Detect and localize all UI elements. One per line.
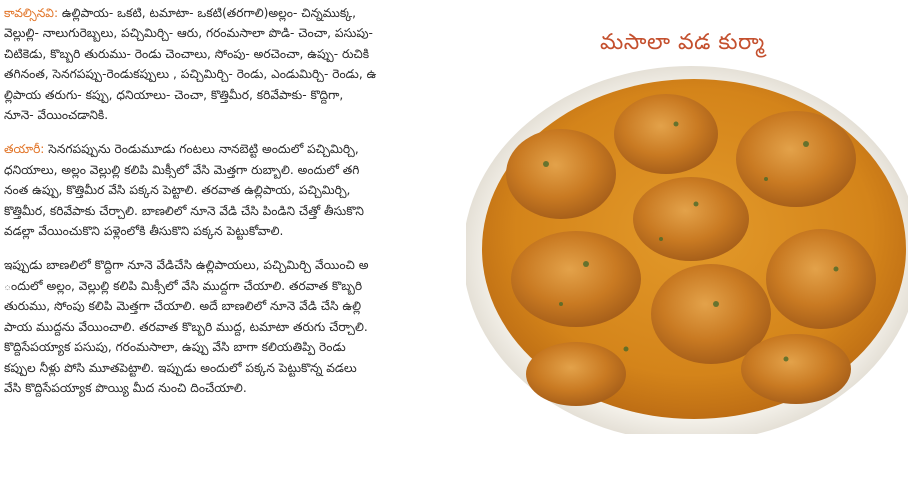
method-line: ఇప్పుడు బాణలిలో కొద్దిగా నూనె వేడిచేసి ఉల్లిపాయలు, పచ్చిమిర్చి వేయించి అ <box>4 258 369 273</box>
vada-pieces <box>506 94 876 406</box>
ingredients-section <box>4 3 444 125</box>
method-section <box>4 139 444 241</box>
ingredients-line: ల్లిపాయ తరుగు- కప్పు, ధనియాలు- చెంచా, కొత్తిమీర, కరివేపాకు- కొద్దిగా, <box>4 87 344 102</box>
method-line: కొత్తిమీర, కరివేపాకు చేర్చాలి. బాణలిలో నూనె వేడి చేసి పిండిని చేత్తో తీసుకొని <box>4 203 364 218</box>
method-line: తురుము, సోంపు కలిపి మెత్తగా చేయాలి. అదే బాణలిలో నూనె వేడి చేసి ఉల్లి <box>4 299 362 314</box>
method-line: ందులో అల్లం, వెల్లుల్లి కలిపి మిక్సీలో వేసి ముద్దగా చేయాలి. తరవాత కొబ్బరి <box>4 278 363 293</box>
ingredients-line: కావల్సినవి: ఉల్లిపాయ- ఒకటి, టమాటా- ఒకటి(తరగాలి)అల్లం- చిన్నముక్క, <box>4 6 356 20</box>
method-label: తయారీ: <box>4 142 45 157</box>
method-line: నంత ఉప్పు, కొత్తిమీర వేసి పక్కన పెట్టాలి. తరవాత ఉల్లిపాయ, పచ్చిమిర్చి, <box>4 183 351 198</box>
ingredients-line: నూనె- వేయించడానికి. <box>4 108 109 123</box>
method-line: వడల్లా వేయించుకొని పళ్లెంలోకి తీసుకొని పక్కన పెట్టుకోవాలి. <box>4 224 284 239</box>
method-line: కప్పుల నీళ్లు పోసి మూతపెట్టాలి. ఇప్పుడు అందులో పక్కన పెట్టుకొన్న వడలు <box>4 360 357 375</box>
method-line: పాయ ముద్దను వేయించాలి. తరవాత కొబ్బరి ముద్ద, టమాటా తరుగు చేర్చాలి. <box>4 319 368 334</box>
method-line: తయారీ: సెనగపప్పును రెండుమూడు గంటలు నానబెట్టి అందులో పచ్చిమిర్చి, <box>4 142 359 157</box>
recipe-text <box>4 3 444 412</box>
ingredients-label: కావల్సినవి: <box>4 6 59 20</box>
dish-photo <box>466 64 908 434</box>
method-section-2 <box>4 255 444 398</box>
method-line: కొద్దిసేపయ్యాక పసుపు, గరంమసాలా, ఉప్పు వేసి బాగా కలియతిప్పి రెండు <box>4 340 346 355</box>
ingredients-line: చిటికెడు, కొబ్బరి తురుము- రెండు చెంచాలు, సోంపు- అరచెంచా, ఉప్పు- రుచికి <box>4 46 370 61</box>
dish-title: మసాలా వడ కుర్మా <box>600 30 765 55</box>
method-line: ధనియాలు, అల్లం వెల్లుల్లి కలిపి మిక్సీలో వేసి మెత్తగా రుబ్బాలి. అందులో తగి <box>4 162 360 177</box>
ingredients-line: తగినంత, సెనగపప్పు-రెండుకప్పులు , పచ్చిమిర్చి- రెండు, ఎండుమిర్చి- రెండు, ఉ <box>4 67 377 82</box>
method-line: వేసి కొద్దిసేపయ్యాక పొయ్యి మీద నుంచి దించేయాలి. <box>4 380 247 395</box>
ingredients-line: వెల్లుల్లి- నాలుగురెబ్బలు, పచ్చిమిర్చి- ఆరు, గరంమసాలా పొడి- చెంచా, పసుపు- <box>4 26 373 41</box>
